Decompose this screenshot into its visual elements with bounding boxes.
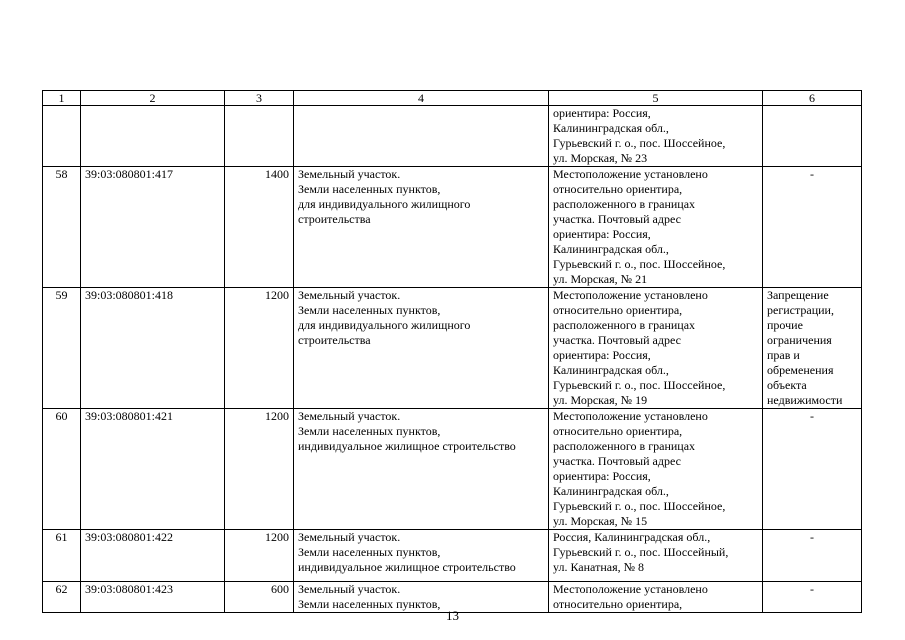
row-number-cell: 62 [43,582,81,613]
location-cell [549,409,763,530]
restrictions-cell-line: - [810,582,814,596]
row-number-cell: 60 [43,409,81,530]
location-cell-line: расположенного в границах [553,318,696,332]
location-cell-line: Местоположение установлено [553,167,708,181]
restrictions-cell-line: прочие [767,318,803,332]
cadastral-number-cell [81,106,225,167]
table-row [43,106,862,167]
restrictions-cell [763,106,862,167]
column-header: 6 [763,91,862,106]
row-number-cell: 59 [43,288,81,409]
restrictions-cell-line: - [810,167,814,181]
restrictions-cell-line: прав и [767,348,800,362]
restrictions-cell [763,530,862,582]
description-cell-line: строительства [298,333,371,347]
location-cell-line: Россия, Калининградская обл., [553,530,711,544]
column-header: 5 [549,91,763,106]
restrictions-cell-line: обременения [767,363,834,377]
location-cell [549,106,763,167]
description-cell-line: для индивидуального жилищного [298,318,471,332]
location-cell-line: ориентира: Россия, [553,348,651,362]
location-cell-line: ул. Морская, № 23 [553,151,648,165]
area-cell: 1200 [225,409,294,530]
location-cell-line: Калининградская обл., [553,121,669,135]
description-cell-line: Земельный участок. [298,409,401,423]
restrictions-cell [763,409,862,530]
description-cell-line: Земли населенных пунктов, [298,303,441,317]
header-row [43,91,862,106]
restrictions-cell [763,167,862,288]
description-cell [294,106,549,167]
location-cell-line: Калининградская обл., [553,484,669,498]
description-cell-line: Земельный участок. [298,582,401,596]
cadastral-number-cell: 39:03:080801:418 [81,288,225,409]
description-cell-line: Земли населенных пунктов, [298,424,441,438]
restrictions-cell-line: объекта [767,378,807,392]
location-cell-line: Гурьевский г. о., пос. Шоссейное, [553,378,726,392]
location-cell-line: Местоположение установлено [553,409,708,423]
cadastral-number-cell: 39:03:080801:421 [81,409,225,530]
location-cell-line: Калининградская обл., [553,242,669,256]
column-header: 1 [43,91,81,106]
location-cell-line: относительно ориентира, [553,182,683,196]
location-cell-line: Гурьевский г. о., пос. Шоссейный, [553,545,729,559]
description-cell-line: строительства [298,212,371,226]
location-cell-line: ул. Морская, № 15 [553,514,648,528]
location-cell-line: Местоположение установлено [553,582,708,596]
column-header: 4 [294,91,549,106]
row-number-cell [43,106,81,167]
location-cell-line: относительно ориентира, [553,597,683,611]
page-number: 13 [446,608,459,623]
table-row [43,288,862,409]
location-cell-line: участка. Почтовый адрес [553,333,681,347]
description-cell [294,409,549,530]
location-cell-line: относительно ориентира, [553,424,683,438]
cadastral-number-cell: 39:03:080801:422 [81,530,225,582]
description-cell-line: Земли населенных пунктов, [298,182,441,196]
description-cell-line: Земли населенных пунктов, [298,597,441,611]
location-cell-line: Гурьевский г. о., пос. Шоссейное, [553,136,726,150]
description-cell [294,167,549,288]
area-cell: 1200 [225,530,294,582]
description-cell [294,288,549,409]
location-cell [549,288,763,409]
description-cell-line: индивидуальное жилищное строительство [298,560,516,574]
table-row [43,409,862,530]
location-cell-line: ул. Морская, № 19 [553,393,648,407]
location-cell-line: Гурьевский г. о., пос. Шоссейное, [553,257,726,271]
area-cell: 1400 [225,167,294,288]
cadastral-number-cell: 39:03:080801:423 [81,582,225,613]
restrictions-cell [763,288,862,409]
location-cell-line: Калининградская обл., [553,363,669,377]
column-header: 3 [225,91,294,106]
location-cell-line: участка. Почтовый адрес [553,454,681,468]
restrictions-cell-line: Запрещение [767,288,829,302]
description-cell-line: Земельный участок. [298,530,401,544]
location-cell-line: расположенного в границах [553,439,696,453]
description-cell-line: Земли населенных пунктов, [298,545,441,559]
area-cell: 1200 [225,288,294,409]
location-cell-line: Местоположение установлено [553,288,708,302]
table-body [43,91,862,613]
location-cell-line: участка. Почтовый адрес [553,212,681,226]
column-header: 2 [81,91,225,106]
location-cell-line: Гурьевский г. о., пос. Шоссейное, [553,499,726,513]
row-number-cell: 58 [43,167,81,288]
restrictions-cell-line: регистрации, [767,303,834,317]
description-cell-line: для индивидуального жилищного [298,197,471,211]
location-cell-line: ориентира: Россия, [553,469,651,483]
row-number-cell: 61 [43,530,81,582]
table-row [43,530,862,582]
cadastral-number-cell: 39:03:080801:417 [81,167,225,288]
location-cell [549,530,763,582]
area-cell: 600 [225,582,294,613]
description-cell-line: Земельный участок. [298,167,401,181]
area-cell [225,106,294,167]
location-cell-line: ул. Канатная, № 8 [553,560,645,574]
table-row [43,167,862,288]
description-cell-line: Земельный участок. [298,288,401,302]
description-cell [294,530,549,582]
description-cell-line: индивидуальное жилищное строительство [298,439,516,453]
restrictions-cell-line: - [810,530,814,544]
location-cell-line: ориентира: Россия, [553,227,651,241]
restrictions-cell-line: ограничения [767,333,832,347]
restrictions-cell-line: недвижимости [767,393,843,407]
location-cell-line: ул. Морская, № 21 [553,272,648,286]
location-cell-line: расположенного в границах [553,197,696,211]
location-cell [549,167,763,288]
land-plots-table [42,90,862,613]
restrictions-cell-line: - [810,409,814,423]
location-cell-line: относительно ориентира, [553,303,683,317]
location-cell-line: ориентира: Россия, [553,106,651,120]
